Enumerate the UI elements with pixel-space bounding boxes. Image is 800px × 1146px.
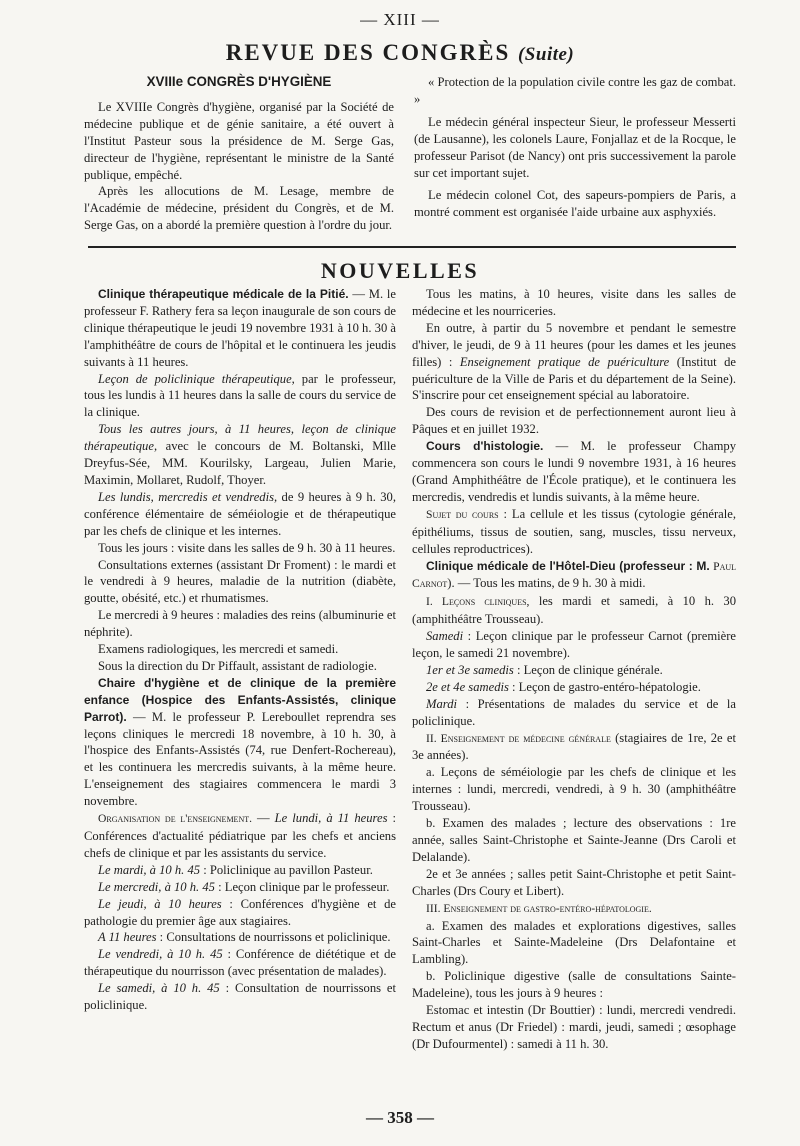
- news-paragraph: Le vendredi, à 10 h. 45 : Conférence de diététique et de thérapeutique du nourrisson (avec présentation de malades).: [84, 947, 396, 979]
- news-paragraph: Organisation de l'enseignement. — Le lundi, à 11 heures : Conférences d'actualité pédiatrique par les chefs et anciens chefs de clinique et par les assistants du service.: [84, 811, 396, 860]
- section-title-suite: (Suite): [517, 44, 575, 65]
- news-item-title: Cours d'histologie.: [426, 439, 544, 454]
- news-paragraph: Tous les matins, à 10 heures, visite dans les salles de médecine et les nourriceries.: [412, 287, 736, 318]
- congres-paragraph: Après les allocutions de M. Lesage, membre de l'Académie de médecine, président du Congrès, et de M. Serge Gas, on a abordé la première question à l'ordre du jour.: [84, 184, 394, 233]
- congres-paragraph: Le médecin colonel Cot, des sapeurs-pompiers de Paris, a montré comment est organisée l'aide urbaine aux asphyxiés.: [414, 188, 736, 220]
- news-paragraph: Estomac et intestin (Dr Bouttier) : lundi, mercredi vendredi. Rectum et anus (Dr Friedel) : mardi, jeudi, samedi ; œsophage (Dr Dufourmentel) : samedi à 11 h. 30.: [412, 1003, 736, 1051]
- news-paragraph: a. Leçons de séméiologie par les chefs de clinique et les internes : lundi, mercredi, vendredi, à 9 h. 30 (amphithéâtre Trousseau).: [412, 765, 736, 814]
- news-paragraph: Sujet du cours : La cellule et les tissus (cytologie générale, épithéliums, tissus de soutien, sang, muscles, tissu nerveux, cellules reproductrices).: [412, 506, 736, 556]
- news-paragraph: Le samedi, à 10 h. 45 : Consultation de nourrissons et policlinique.: [84, 981, 396, 1013]
- news-paragraph: b. Policlinique digestive (salle de consultations Sainte-Madeleine), tous les jours à 9 heures :: [412, 969, 736, 1001]
- news-paragraph: Le jeudi, à 10 heures : Conférences d'hygiène et de pathologie du premier âge aux stagiaires.: [84, 896, 397, 928]
- news-paragraph: Clinique thérapeutique médicale de la Pitié. — M. le professeur F. Rathery fera sa leçon inaugurale de son cours de clinique thérapeutique le jeudi 19 novembre 1931 à 10 h. 30 à l'amphithéâtre de cours de l'hôpital et le continuera les jeudis suivants à 11 heures.: [84, 287, 396, 369]
- news-item-title: Clinique médicale de l'Hôtel-Dieu (professeur : M.: [426, 558, 710, 573]
- nouvelles-heading: NOUVELLES: [320, 258, 480, 283]
- news-paragraph: 2e et 4e samedis : Leçon de gastro-entéro-hépatologie.: [426, 679, 701, 694]
- news-paragraph: Leçon de policlinique thérapeutique, par le professeur, tous les lundis à 11 heures dans la salle de cours du service de la clinique.: [84, 371, 396, 420]
- congres-left-column: [84, 74, 394, 234]
- news-paragraph: Examens radiologiques, les mercredi et samedi.: [98, 642, 339, 657]
- news-paragraph: Le mercredi, à 10 h. 45 : Leçon clinique par le professeur.: [98, 879, 390, 894]
- news-paragraph: Cours d'histologie. — M. le professeur Champy commencera son cours le lundi 9 novembre 1931, à 16 heures (Grand Amphithéâtre de l'École pratique), et le continuera les mercredis, vendredis et lundis suivants, à la même heure.: [412, 439, 736, 504]
- section-title: [0, 40, 800, 66]
- news-item-title: Chaire d'hygiène et de clinique de la première enfance (Hospice des Enfants-Assistés, clinique Parrot).: [84, 675, 396, 724]
- news-paragraph: Tous les autres jours, à 11 heures, leçon de clinique thérapeutique, avec le concours de M. Boltanski, Mlle Dreyfus-Sée, MM. Kourilsky, Largeau, Julien Marie, Maximin, Mollaret, Rudolf, Thoyer.: [84, 422, 396, 487]
- news-paragraph: Samedi : Leçon clinique par le professeur Carnot (première leçon, le samedi 21 novembre).: [412, 629, 736, 661]
- news-paragraph: Sous la direction du Dr Piffault, assistant de radiologie.: [98, 658, 377, 673]
- news-paragraph: II. Enseignement de médecine générale (stagiaires de 1re, 2e et 3e années).: [412, 730, 736, 763]
- congres-paragraph: Le XVIIIe Congrès d'hygiène, organisé par la Société de médecine publique et de génie sanitaire, a été ouvert à l'Institut Pasteur sous la présidence de M. Serge Gas, directeur de l'hygiène, représentant le ministre de la Santé publique, empêché.: [84, 99, 394, 182]
- congres-paragraph: Le médecin général inspecteur Sieur, le professeur Messerti (de Lausanne), les colonels Laure, Fonjallaz et de la Rocque, le professeur Parisot (de Nancy) ont pris successivement la parole sur cet important sujet.: [414, 114, 736, 180]
- news-paragraph: a. Examen des malades et explorations digestives, salles Saint-Charles et Sainte-Madeleine (Drs Delafontaine et Lambling).: [412, 918, 736, 967]
- news-paragraph: Le mercredi à 9 heures : maladies des reins (albuminurie et néphrite).: [84, 608, 396, 640]
- news-paragraph: Mardi : Présentations de malades du service et de la policlinique.: [412, 696, 736, 728]
- news-paragraph: 2e et 3e années ; salles petit Saint-Christophe et petit Saint-Charles (Drs Coury et Libert).: [412, 866, 736, 898]
- news-paragraph: A 11 heures : Consultations de nourrissons et policlinique.: [98, 930, 391, 945]
- nouvelles-right-column: [412, 286, 736, 1053]
- congres-right-column: [414, 74, 736, 221]
- news-item-title: Clinique thérapeutique médicale de la Pitié.: [98, 287, 349, 301]
- page-number: — 358 —: [366, 1108, 434, 1127]
- news-paragraph: Chaire d'hygiène et de clinique de la première enfance (Hospice des Enfants-Assistés, clinique Parrot). — M. le professeur P. Lereboullet reprendra ses leçons cliniques le mercredi 18 novembre, à 10 h. 30, à l'hospice des Enfants-Assistés (74, rue Denfert-Rochereau), et les continuera les mercredis suivants, à la même heure. L'enseignement des stagiaires commencera le mardi 3 novembre.: [84, 675, 396, 809]
- news-paragraph: b. Examen des malades ; lecture des observations : 1re année, salles Saint-Christophe et Sainte-Jeanne (Drs Caroli et Delalande).: [412, 816, 736, 864]
- news-paragraph: Clinique médicale de l'Hôtel-Dieu (professeur : M. Paul Carnot). — Tous les matins, de 9 h. 30 à midi.: [412, 558, 737, 591]
- news-paragraph: Des cours de revision et de perfectionnement auront lieu à Pâques et en juillet 1932.: [412, 405, 736, 437]
- news-paragraph: Les lundis, mercredis et vendredis, de 9 heures à 9 h. 30, conférence élémentaire de séméiologie et de thérapeutique par les chefs de clinique et les internes.: [84, 489, 397, 538]
- news-paragraph: Tous les jours : visite dans les salles de 9 h. 30 à 11 heures.: [98, 540, 396, 555]
- congres-paragraph: « Protection de la population civile contre les gaz de combat. »: [414, 75, 736, 106]
- news-paragraph: En outre, à partir du 5 novembre et pendant le semestre d'hiver, le jeudi, de 9 à 11 heures (pour les dames et les jeunes filles) : Enseignement pratique de puériculture (Institut de puériculture de la Ville de Paris et du département de la Seine). S'inscrire pour cet enseignement spécial au laboratoire.: [412, 320, 737, 403]
- roman-page-number: — XIII —: [360, 10, 440, 29]
- news-paragraph: III. Enseignement de gastro-entéro-hépatologie.: [426, 901, 652, 915]
- nouvelles-left-column: [84, 286, 396, 1014]
- news-paragraph: 1er et 3e samedis : Leçon de clinique générale.: [426, 662, 663, 677]
- section-divider: [88, 246, 736, 248]
- news-paragraph: Le mardi, à 10 h. 45 : Policlinique au pavillon Pasteur.: [98, 862, 373, 877]
- congres-heading: XVIIIe CONGRÈS D'HYGIÈNE: [146, 74, 332, 89]
- news-paragraph: I. Leçons cliniques, les mardi et samedi, à 10 h. 30 (amphithéâtre Trousseau).: [412, 594, 736, 627]
- news-paragraph: Consultations externes (assistant Dr Froment) : le mardi et le vendredi à 9 heures, maladie de la nutrition (diabète, goutte, obésité, etc.) et rhumatismes.: [84, 557, 396, 606]
- section-title-main: REVUE DES CONGRÈS: [225, 40, 511, 65]
